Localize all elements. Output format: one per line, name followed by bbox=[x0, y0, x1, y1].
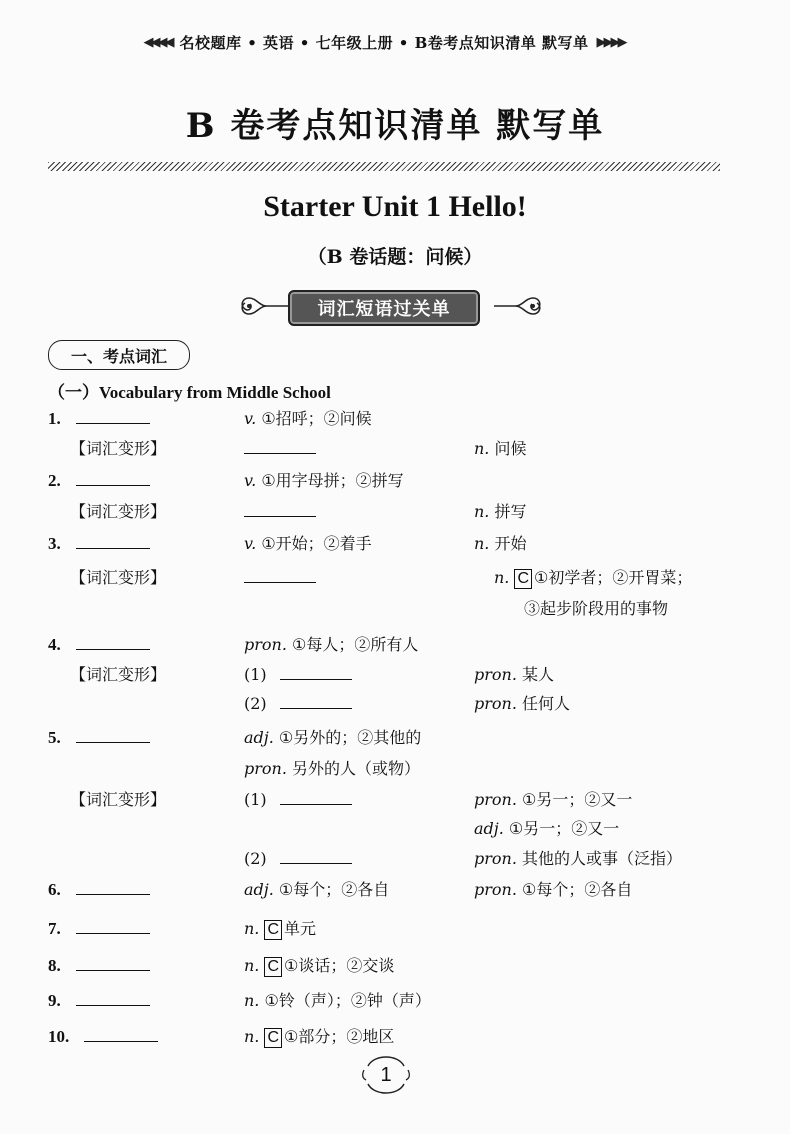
answer-blank[interactable] bbox=[244, 438, 316, 460]
entry-definition: v. ①开始；②着手 bbox=[244, 534, 372, 553]
page-title: B 卷考点知识清单 默写单 bbox=[185, 106, 605, 146]
variant-sub-label: (1) bbox=[244, 790, 267, 809]
variant-tag: 【词汇变形】 bbox=[70, 790, 167, 809]
entry-number: 3. bbox=[48, 534, 61, 553]
variant-definition-2: adj. ①另一；②又一 bbox=[474, 819, 620, 838]
entry-number: 1. bbox=[48, 409, 61, 428]
subsection-heading: （一）Vocabulary from Middle School bbox=[48, 383, 331, 402]
entry-number: 5. bbox=[48, 728, 61, 747]
left-arrows-icon: ◀◀◀◀ bbox=[143, 34, 172, 50]
answer-blank[interactable] bbox=[76, 470, 150, 492]
variant-definition: n. C ①初学者；②开胃菜； bbox=[494, 568, 693, 587]
entry-number: 2. bbox=[48, 471, 61, 490]
page-number bbox=[360, 1052, 412, 1098]
page-number-text: 1 bbox=[380, 1063, 392, 1086]
entry-definition: n. C ①部分；②地区 bbox=[244, 1027, 395, 1046]
variant-definition: pron. ①另一；②又一 bbox=[474, 790, 633, 809]
c-mark-icon: C bbox=[264, 920, 282, 940]
entry-number: 4. bbox=[48, 635, 61, 654]
variant-definition-cont: ③起步阶段用的事物 bbox=[524, 599, 669, 618]
entry-definition: v. ①用字母拼；②拼写 bbox=[244, 471, 404, 490]
answer-blank[interactable] bbox=[84, 1026, 158, 1048]
entry-definition: n. C ①谈话；②交谈 bbox=[244, 956, 395, 975]
answer-blank[interactable] bbox=[76, 955, 150, 977]
variant-tag: 【词汇变形】 bbox=[70, 502, 167, 521]
hatched-divider bbox=[48, 162, 720, 171]
variant-sub-label: (2) bbox=[244, 694, 267, 713]
variant-definition: pron. 某人 bbox=[474, 665, 555, 684]
answer-blank[interactable] bbox=[280, 693, 352, 715]
variant-tag: 【词汇变形】 bbox=[70, 568, 167, 587]
entry-definition-2: pron. 另外的人（或物） bbox=[244, 759, 421, 778]
section-banner bbox=[236, 286, 546, 328]
entry-number: 8. bbox=[48, 956, 61, 975]
variant-definition: n. 拼写 bbox=[474, 502, 527, 521]
variant-tag: 【词汇变形】 bbox=[70, 665, 167, 684]
entry-definition-2: pron. ①每个；②各自 bbox=[474, 880, 633, 899]
variant-definition: n. 问候 bbox=[474, 439, 527, 458]
entry-definition: adj. ①每个；②各自 bbox=[244, 880, 390, 899]
c-mark-icon: C bbox=[514, 569, 532, 589]
answer-blank[interactable] bbox=[76, 990, 150, 1012]
running-header bbox=[108, 30, 660, 54]
entry-definition: n. ①铃（声）；②钟（声） bbox=[244, 991, 431, 1010]
entry-definition: pron. ①每人；②所有人 bbox=[244, 635, 419, 654]
variant-sub-label: (2) bbox=[244, 849, 267, 868]
c-mark-icon: C bbox=[264, 1028, 282, 1048]
variant-tag: 【词汇变形】 bbox=[70, 439, 167, 458]
running-header-text: 名校题库 • 英语 • 七年级上册 • B卷考点知识清单 默写单 bbox=[179, 33, 589, 52]
answer-blank[interactable] bbox=[280, 664, 352, 686]
c-mark-icon: C bbox=[264, 957, 282, 977]
answer-blank[interactable] bbox=[76, 918, 150, 940]
entry-number: 7. bbox=[48, 919, 61, 938]
answer-blank[interactable] bbox=[76, 879, 150, 901]
answer-blank[interactable] bbox=[244, 501, 316, 523]
variant-sub-label: (1) bbox=[244, 665, 267, 684]
entry-number: 10. bbox=[48, 1027, 70, 1046]
entry-definition-2: n. 开始 bbox=[474, 534, 527, 553]
entry-definition: n. C 单元 bbox=[244, 919, 317, 938]
entry-definition: adj. ①另外的；②其他的 bbox=[244, 728, 422, 747]
entry-number: 9. bbox=[48, 991, 61, 1010]
entry-number: 6. bbox=[48, 880, 61, 899]
right-scroll-ornament-icon bbox=[492, 288, 546, 324]
left-scroll-ornament-icon bbox=[236, 288, 290, 324]
banner-label: 词汇短语过关单 bbox=[288, 290, 480, 326]
entry-definition: v. ①招呼；②问候 bbox=[244, 409, 372, 428]
answer-blank[interactable] bbox=[76, 533, 150, 555]
answer-blank[interactable] bbox=[280, 789, 352, 811]
variant-definition: pron. 其他的人或事（泛指） bbox=[474, 849, 683, 868]
unit-title: Starter Unit 1 Hello! bbox=[263, 190, 527, 223]
answer-blank[interactable] bbox=[76, 408, 150, 430]
answer-blank[interactable] bbox=[76, 727, 150, 749]
section-label: 一、考点词汇 bbox=[48, 340, 190, 370]
answer-blank[interactable] bbox=[280, 848, 352, 870]
unit-subtitle: （B 卷话题：问候） bbox=[307, 246, 483, 268]
answer-blank[interactable] bbox=[244, 567, 316, 589]
variant-definition: pron. 任何人 bbox=[474, 694, 571, 713]
answer-blank[interactable] bbox=[76, 634, 150, 656]
right-arrows-icon: ▶▶▶▶ bbox=[596, 34, 625, 50]
